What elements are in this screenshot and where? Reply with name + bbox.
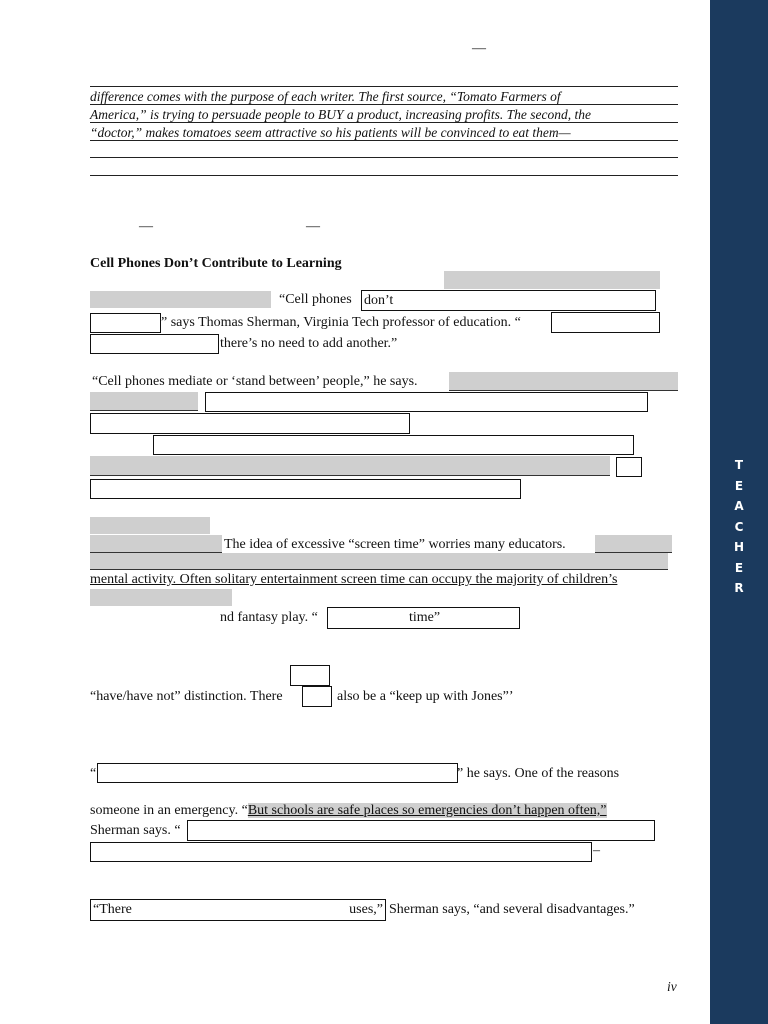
para5-line2-highlight: But schools are safe places so emergencies don’t happen often,” xyxy=(247,803,607,818)
page-number: iv xyxy=(667,979,677,994)
intro-line-3: “doctor,” makes tomatoes seem attractive so his patients will be convinced to eat them— xyxy=(90,125,571,140)
text-box xyxy=(361,290,656,311)
para1-says: ” says Thomas Sherman, Virginia Tech professor of education. “ xyxy=(161,315,521,330)
text-box xyxy=(327,607,520,629)
sidebar-letter: A xyxy=(734,499,744,513)
text-box xyxy=(290,665,330,686)
para3-line3: nd fantasy play. “ xyxy=(220,610,318,625)
para1-quote-start: “Cell phones xyxy=(279,292,352,307)
redaction-gray xyxy=(90,392,198,411)
para4-line1a: “have/have not” distinction. There xyxy=(90,689,283,704)
rule-line xyxy=(90,86,678,87)
text-box xyxy=(90,842,592,862)
redaction-gray xyxy=(449,372,678,391)
sidebar-letter: E xyxy=(734,478,744,493)
text-box xyxy=(153,435,634,455)
intro-line-2: America,” is trying to persuade people to BUY a product, increasing profits. The second, the xyxy=(90,107,591,122)
rule-line xyxy=(90,140,678,141)
redaction-gray xyxy=(90,291,271,308)
text-box xyxy=(97,763,458,783)
para5-line2 xyxy=(90,802,607,820)
para2-line1: “Cell phones mediate or ‘stand between’ people,” he says. xyxy=(92,374,418,389)
para3-line2: mental activity. Often solitary entertainment screen time can occupy the majority of children’s xyxy=(90,572,618,587)
sidebar-letter: C xyxy=(734,519,744,534)
text-box xyxy=(205,392,648,412)
redaction-gray xyxy=(595,535,672,553)
text-box xyxy=(90,334,219,354)
sidebar-letter: T xyxy=(734,458,744,472)
article-heading: Cell Phones Don’t Contribute to Learning xyxy=(90,256,342,271)
text-box xyxy=(302,686,332,707)
sidebar-letter: R xyxy=(734,581,744,595)
para5-line1-end: ” he says. One of the reasons xyxy=(457,766,620,781)
rule-line xyxy=(90,104,678,105)
sidebar-band xyxy=(710,0,768,1024)
dash-mark: – xyxy=(593,843,600,858)
text-box xyxy=(551,312,660,333)
rule-line xyxy=(90,157,678,158)
para5-open-quote: “ xyxy=(90,766,97,781)
box-text: time” xyxy=(408,610,441,625)
redaction-gray xyxy=(90,517,210,534)
redaction-gray xyxy=(90,535,222,553)
redaction-gray xyxy=(90,589,232,606)
text-box xyxy=(90,899,386,921)
redaction-gray xyxy=(90,456,610,476)
text-box xyxy=(90,413,410,434)
para3-line1: The idea of excessive “screen time” worries many educators. xyxy=(224,537,566,552)
text-box xyxy=(90,479,521,499)
para1-line3: there’s no need to add another.” xyxy=(220,336,398,351)
text-box xyxy=(616,457,642,477)
rule-line xyxy=(90,122,678,123)
redaction-gray xyxy=(444,271,660,289)
box-text-left: “There xyxy=(93,902,132,917)
para5-line2a: someone in an emergency. “ xyxy=(90,803,248,818)
para6-tail: Sherman says, “and several disadvantages.” xyxy=(389,902,635,917)
sidebar-letter: H xyxy=(733,540,745,554)
text-box xyxy=(187,820,655,841)
intro-line-1: difference comes with the purpose of each writer. The first source, “Tomato Farmers of xyxy=(90,89,561,104)
box-text-right: uses,” xyxy=(349,902,383,917)
box-text: don’t xyxy=(364,293,394,308)
sidebar-letter: E xyxy=(734,560,744,575)
text-box xyxy=(90,313,161,333)
top-dash: — xyxy=(472,41,486,56)
dash-mark: — xyxy=(306,219,320,234)
para4-line1b: also be a “keep up with Jones”’ xyxy=(337,689,514,704)
dash-mark: — xyxy=(139,219,153,234)
para5-line3: Sherman says. “ xyxy=(90,823,181,838)
rule-line xyxy=(90,175,678,176)
redaction-gray xyxy=(90,553,668,570)
